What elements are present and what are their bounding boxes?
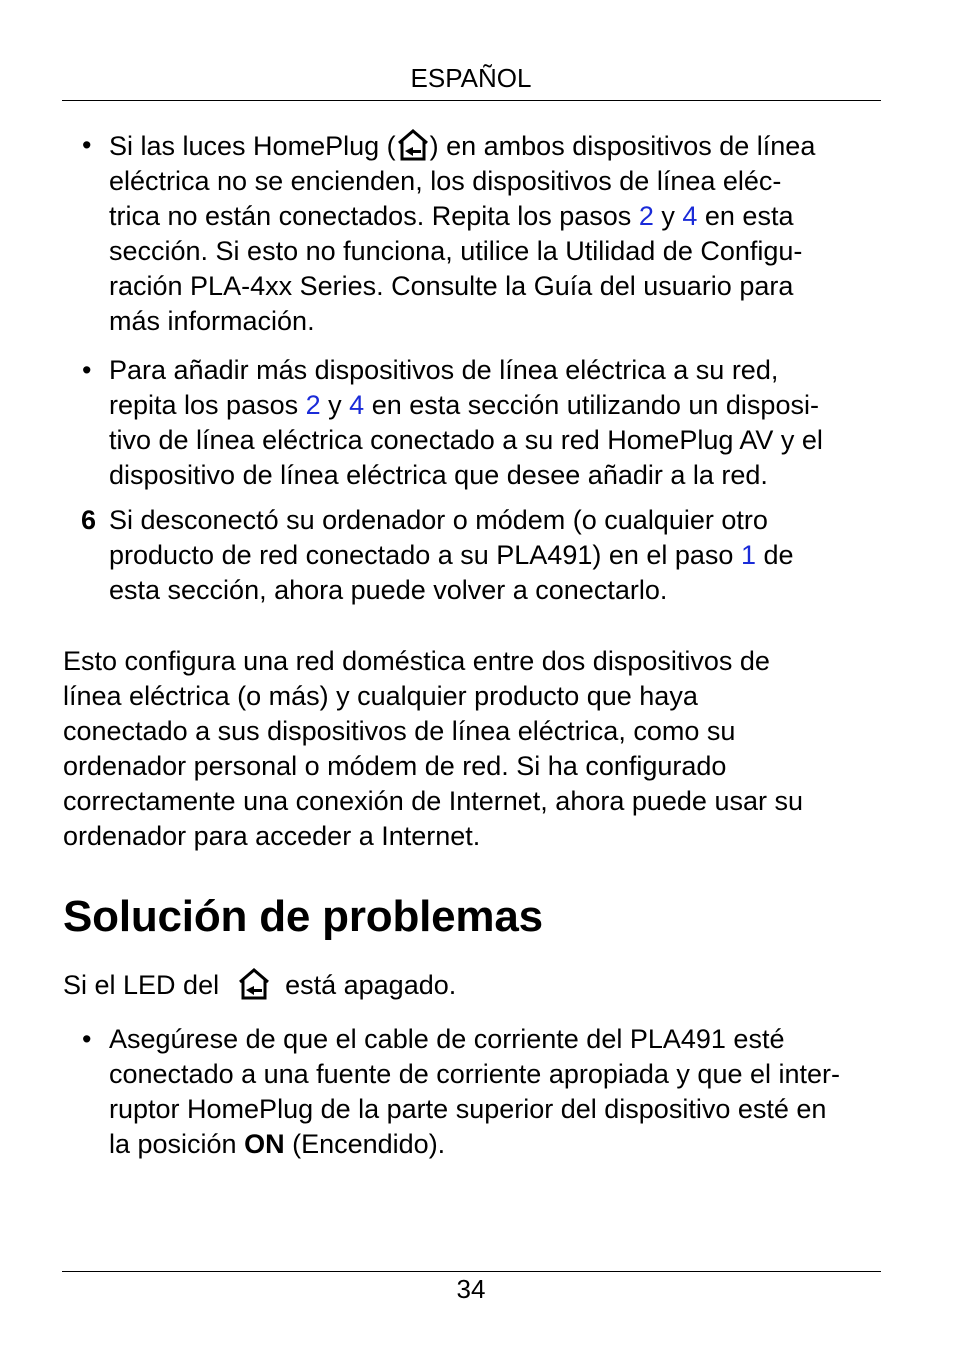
line: eléctrica no se encienden, los dispositivos de línea eléc- [109,166,782,196]
bullet-marker: • [82,1024,92,1054]
line: repita los pasos 2 y 4 en esta sección utilizando un disposi- [109,390,819,420]
line: ordenador para acceder a Internet. [63,821,481,851]
bullet-marker: • [82,355,92,385]
section-title: Solución de problemas [63,892,543,941]
list-item [81,503,884,608]
line: Esto configura una red doméstica entre dos dispositivos de [63,646,770,676]
step-link-4[interactable]: 4 [349,390,365,420]
line: conectado a una fuente de corriente apropiada y que el inter- [109,1059,841,1089]
footer-rule [62,1271,881,1272]
line: tivo de línea eléctrica conectado a su red HomePlug AV y el [109,425,823,455]
line: sección. Si esto no funciona, utilice la Utilidad de Configu- [109,236,803,266]
line: ración PLA-4xx Series. Consulte la Guía del usuario para [109,271,794,301]
line: correctamente una conexión de Internet, ahora puede usar su [63,786,803,816]
list-item [82,1022,884,1162]
homeplug-house-icon [237,967,271,1001]
line: línea eléctrica (o más) y cualquier producto que haya [63,681,698,711]
bullet-marker: • [82,130,92,160]
header-rule [62,100,881,101]
on-label: ON [244,1129,285,1159]
header-language: ESPAÑOL [410,63,532,93]
line: Si las luces HomePlug ( ) en ambos dispositivos de línea [109,128,884,164]
summary-paragraph [63,644,883,854]
line: producto de red conectado a su PLA491) en el paso 1 de [109,540,794,570]
step-number: 6 [81,505,97,535]
line: Para añadir más dispositivos de línea eléctrica a su red, [109,355,779,385]
page-number: 34 [456,1274,486,1304]
list-item [82,353,884,493]
led-condition: Si el LED del está apagado. [63,967,883,1003]
list-item [82,128,884,339]
step-link-1[interactable]: 1 [740,540,756,570]
step-link-2[interactable]: 2 [305,390,321,420]
line: la posición ON (Encendido). [109,1129,446,1159]
line: ruptor HomePlug de la parte superior del dispositivo esté en [109,1094,827,1124]
line: Si desconectó su ordenador o módem (o cualquier otro [109,505,768,535]
step-link-2[interactable]: 2 [638,201,654,231]
line: conectado a sus dispositivos de línea eléctrica, como su [63,716,736,746]
line: Asegúrese de que el cable de corriente del PLA491 esté [109,1024,785,1054]
step-link-4[interactable]: 4 [682,201,698,231]
line: más información. [109,306,315,336]
line: trica no están conectados. Repita los pasos 2 y 4 en esta [109,201,794,231]
line: ordenador personal o módem de red. Si ha configurado [63,751,727,781]
homeplug-house-icon [396,128,430,162]
line: dispositivo de línea eléctrica que desee añadir a la red. [109,460,768,490]
line: esta sección, ahora puede volver a conectarlo. [109,575,668,605]
